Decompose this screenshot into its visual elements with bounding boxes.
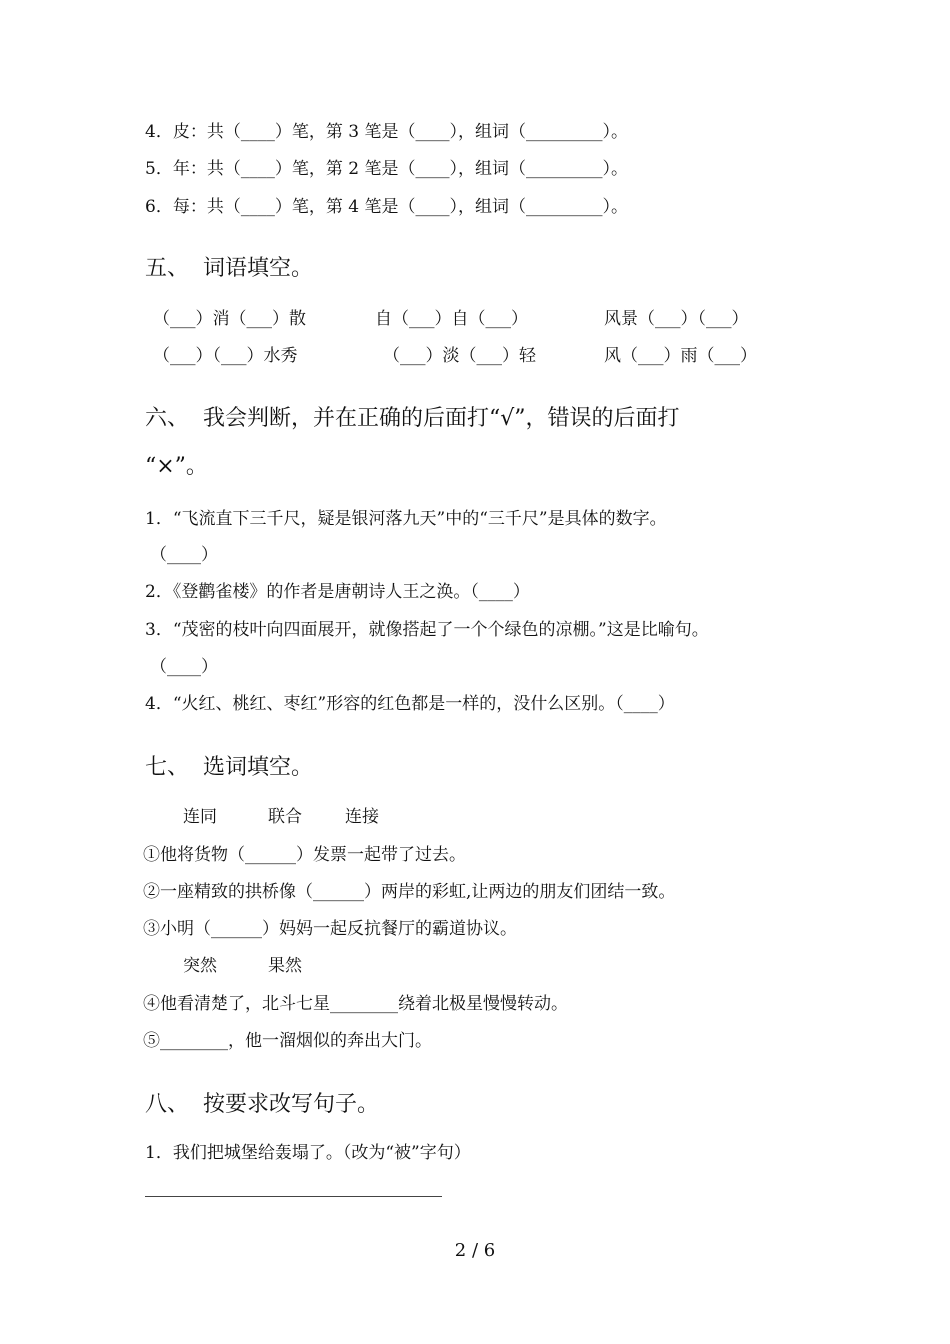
fill-item: ④他看清楚了，北斗七星________绕着北极星慢慢转动。 [143, 994, 568, 1014]
stroke-question-4: 4．皮：共（____）笔，第 3 笔是（____），组词（_________）。 [145, 122, 628, 142]
judgement-blank: （____） [150, 545, 218, 565]
word-choice: 突然 [183, 956, 217, 976]
section-7-title: 七、 选词填空。 [145, 755, 313, 780]
answer-line [145, 1196, 442, 1197]
judgement-blank: （____） [150, 657, 218, 677]
judgement-item: 1．“飞流直下三千尺，疑是银河落九天”中的“三千尺”是具体的数字。 [145, 509, 667, 529]
idiom-blank: 自（___）自（___） [375, 309, 528, 329]
fill-item: ①他将货物（______）发票一起带了过去。 [143, 845, 466, 865]
stroke-question-6: 6．每：共（____）笔，第 4 笔是（____），组词（_________）。 [145, 197, 628, 217]
section-6-title-cont: “×”。 [145, 454, 208, 479]
judgement-item: 2．《登鹳雀楼》的作者是唐朝诗人王之涣。（____） [145, 582, 530, 602]
word-choice: 果然 [268, 956, 302, 976]
word-choice: 联合 [268, 807, 302, 827]
stroke-question-5: 5．年：共（____）笔，第 2 笔是（____），组词（_________）。 [145, 159, 628, 179]
word-choice: 连接 [345, 807, 379, 827]
idiom-blank: （___）消（___）散 [153, 309, 306, 329]
idiom-blank: （___）（___）水秀 [153, 346, 298, 366]
idiom-blank: 风景（___）（___） [604, 309, 749, 329]
rewrite-item: 1．我们把城堡给轰塌了。（改为“被”字句） [145, 1143, 471, 1163]
section-5-title: 五、 词语填空。 [145, 256, 313, 281]
fill-item: ⑤________，他一溜烟似的奔出大门。 [143, 1031, 432, 1051]
idiom-blank: 风（___）雨（___） [604, 346, 757, 366]
section-8-title: 八、 按要求改写句子。 [145, 1092, 379, 1117]
judgement-item: 3．“茂密的枝叶向四面展开，就像搭起了一个个绿色的凉棚。”这是比喻句。 [145, 620, 709, 640]
page-number: 2 / 6 [454, 1240, 496, 1261]
section-6-title: 六、 我会判断，并在正确的后面打“√”，错误的后面打 [145, 406, 680, 431]
fill-item: ③小明（______）妈妈一起反抗餐厅的霸道协议。 [143, 919, 517, 939]
fill-item: ②一座精致的拱桥像（______）两岸的彩虹,让两边的朋友们团结一致。 [143, 882, 676, 902]
idiom-blank: （___）淡（___）轻 [383, 346, 536, 366]
word-choice: 连同 [183, 807, 217, 827]
judgement-item: 4．“火红、桃红、枣红”形容的红色都是一样的，没什么区别。（____） [145, 694, 675, 714]
